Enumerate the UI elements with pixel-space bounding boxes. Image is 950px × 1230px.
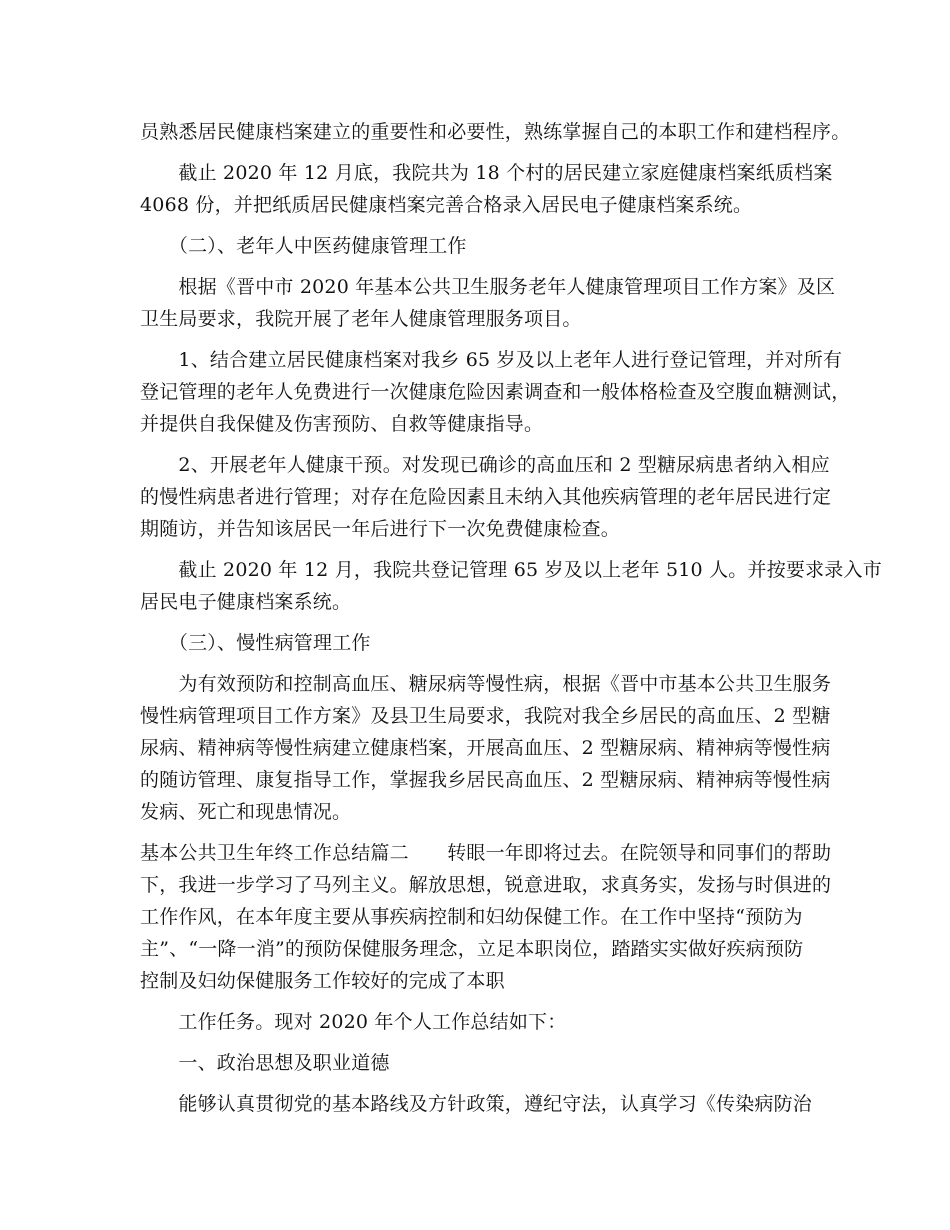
text-line: 控制及妇幼保健服务工作较好的完成了本职 xyxy=(140,970,505,992)
text-line: 截止 2020 年 12 月底，我院共为 18 个村的居民建立家庭健康档案纸质档案 xyxy=(140,162,833,184)
text-line: 截止 2020 年 12 月，我院共登记管理 65 岁及以上老年 510 人。并按要求录入市 xyxy=(140,559,882,581)
text-line: 下，我进一步学习了马列主义。解放思想，锐意进取，求真务实，发扬与时俱进的 xyxy=(140,874,832,896)
text-line: 尿病、精神病等慢性病建立健康档案，开展高血压、2 型糖尿病、精神病等慢性病 xyxy=(140,737,831,759)
text-line: 慢性病管理项目工作方案》及县卫生局要求，我院对我全乡居民的高血压、2 型糖 xyxy=(140,705,831,727)
text-line: 的慢性病患者进行管理；对存在危险因素且未纳入其他疾病管理的老年居民进行定 xyxy=(140,486,832,508)
text-line: 1、结合建立居民健康档案对我乡 65 岁及以上老年人进行登记管理，并对所有 xyxy=(140,349,843,371)
text-line: 为有效预防和控制高血压、糖尿病等慢性病，根据《晋中市基本公共卫生服务 xyxy=(140,673,832,695)
text-line: 员熟悉居民健康档案建立的重要性和必要性，熟练掌握自己的本职工作和建档程序。 xyxy=(140,121,851,143)
text-line: 一、政治思想及职业道德 xyxy=(140,1052,390,1074)
text-line: 能够认真贯彻党的基本路线及方针政策，遵纪守法，认真学习《传染病防治 xyxy=(140,1093,813,1115)
paragraph-elderly-registration xyxy=(140,344,851,440)
text-line: 期随访，并告知该居民一年后进行下一次免费健康检查。 xyxy=(140,518,621,540)
text-line: 工作作风，在本年度主要从事疾病控制和妇幼保健工作。在工作中坚持“预防为 xyxy=(140,906,803,928)
section-heading-elderly-tcm xyxy=(140,230,812,262)
paragraph-elderly-plan xyxy=(140,271,836,335)
paragraph-work-tasks xyxy=(140,1006,812,1038)
text-line: 的随访管理、康复指导工作，掌握我乡居民高血压、2 型糖尿病、精神病等慢性病 xyxy=(140,769,831,791)
paragraph-elderly-intervention xyxy=(140,449,832,545)
text-line: （三）、慢性病管理工作 xyxy=(140,632,371,654)
section-heading-political-ethics xyxy=(140,1047,812,1079)
text-line: 2、开展老年人健康干预。对发现已确诊的高血压和 2 型糖尿病患者纳入相应 xyxy=(140,454,830,476)
paragraph-summary-part-two xyxy=(140,837,832,997)
paragraph-archive-count xyxy=(140,157,833,221)
text-line: 工作任务。现对 2020 年个人工作总结如下： xyxy=(140,1011,567,1033)
text-line: 发病、死亡和现患情况。 xyxy=(140,801,352,823)
text-line: 登记管理的老年人免费进行一次健康危险因素调查和一般体格检查及空腹血糖测试， xyxy=(140,381,851,403)
paragraph-elderly-count xyxy=(140,554,882,618)
text-line: 4068 份，并把纸质居民健康档案完善合格录入居民电子健康档案系统。 xyxy=(140,194,753,216)
text-line: 根据《晋中市 2020 年基本公共卫生服务老年人健康管理项目工作方案》及区 xyxy=(140,276,836,298)
paragraph-chronic-disease xyxy=(140,668,832,828)
text-line: 基本公共卫生年终工作总结篇二 转眼一年即将过去。在院领导和同事们的帮助 xyxy=(140,842,832,864)
text-line: 居民电子健康档案系统。 xyxy=(140,591,352,613)
text-line: 主”、“一降一消”的预防保健服务理念，立足本职岗位，踏踏实实做好疾病预防 xyxy=(140,938,804,960)
section-heading-chronic-disease xyxy=(140,627,812,659)
paragraph-archive-staff xyxy=(140,116,851,148)
document-body xyxy=(140,116,882,1120)
paragraph-party-line xyxy=(140,1088,812,1120)
text-line: 卫生局要求，我院开展了老年人健康管理服务项目。 xyxy=(140,308,582,330)
text-line: 并提供自我保健及伤害预防、自救等健康指导。 xyxy=(140,413,544,435)
text-line: （二）、老年人中医药健康管理工作 xyxy=(140,235,467,257)
